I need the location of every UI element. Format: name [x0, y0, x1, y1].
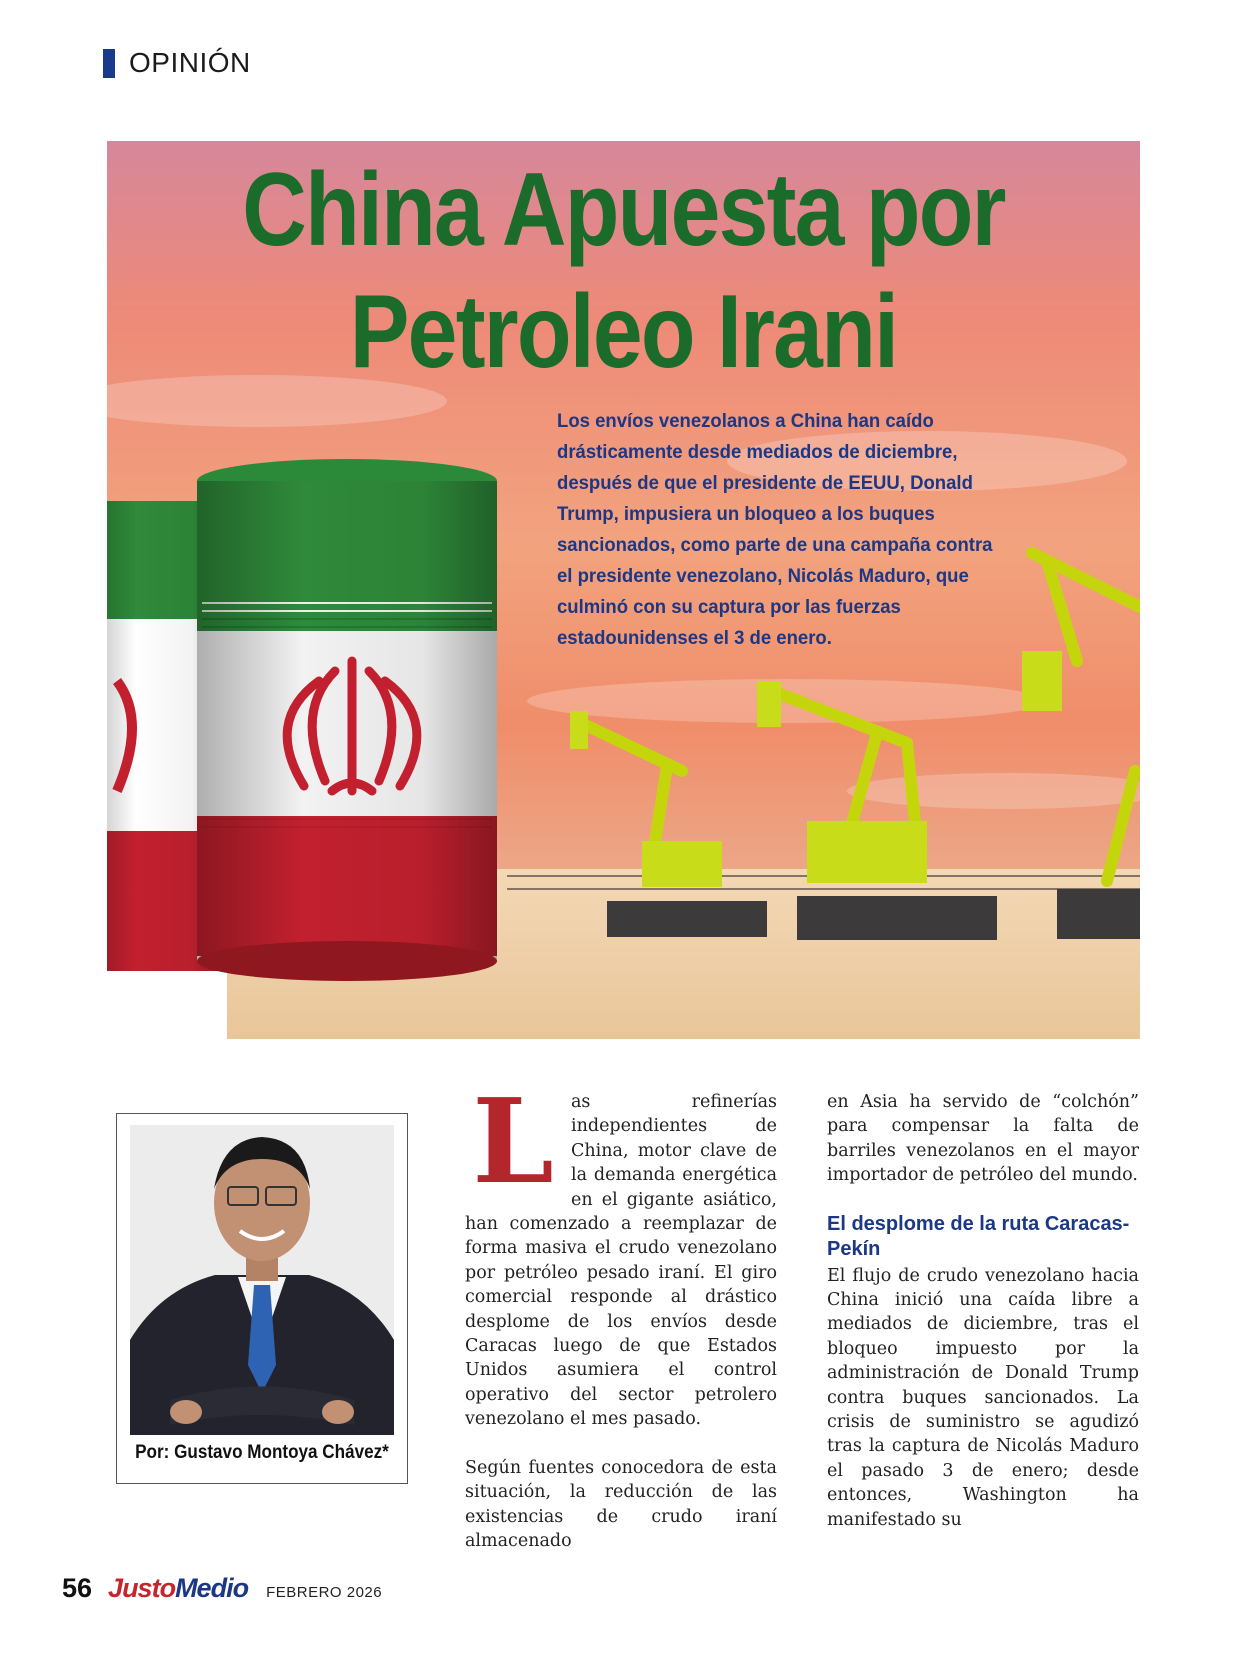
- headline: [179, 149, 1067, 393]
- author-photo: [130, 1125, 394, 1435]
- section-tag: [103, 48, 251, 78]
- article-column-2: [827, 1090, 1139, 1532]
- paragraph-3: en Asia ha servido de “colchón” para compensar la falta de barriles venezolanos en el mayor importador de petróleo del mundo.: [827, 1092, 1139, 1186]
- drop-cap: L: [472, 1074, 554, 1210]
- paragraph-1: [465, 1074, 777, 1432]
- headline-line-2: Petroleo Irani: [349, 274, 898, 390]
- paragraph-1-text: as refinerías independientes de China, motor clave de la demanda energética en el gigante asiático, han comenzado a reemplazar de forma masiva el crudo venezolano por petróleo pesado iraní. El giro comercial responde al drástico desplome de los envíos desde Caracas luego de que Estados Unidos asumiera el control operativo del sector petrolero venezolano el mes pasado.: [465, 1092, 777, 1430]
- brand-logo-part-2: Medio: [175, 1573, 249, 1603]
- section-marker-bar: [103, 49, 115, 78]
- article-subhead: El desplome de la ruta Caracas-Pekín: [827, 1212, 1130, 1260]
- brand-logo: [108, 1573, 248, 1604]
- paragraph-4: El flujo de crudo venezolano hacia China inició una caída libre a mediados de diciembre, tras el bloqueo impuesto por la administración de Donald Trump contra buques sancionados. La crisis de suministro se agudizó tras la captura de Nicolás Maduro el pasado 3 de enero; desde entonces, Washington ha manifestado su: [827, 1265, 1139, 1530]
- article-deck: Los envíos venezolanos a China han caído drásticamente desde mediados de diciembre, después de que el presidente de EEUU, Donald Trump, impusiera un bloqueo a los buques sancionados, como parte de una campaña contra el presidente venezolano, Nicolás Maduro, que culminó con su captura por las fuerzas estadounidenses el 3 de enero.: [557, 410, 993, 649]
- page-number: 56: [62, 1573, 93, 1603]
- page-footer: [62, 1573, 382, 1609]
- author-box: [116, 1113, 408, 1484]
- section-label: OPINIÓN: [129, 47, 251, 78]
- headline-line-1: China Apuesta por: [242, 152, 1005, 268]
- paragraph-2: Según fuentes conocedora de esta situación, la reducción de las existencias de crudo iraní almacenado: [465, 1457, 777, 1551]
- front-drum: [197, 459, 497, 981]
- issue-date: FEBRERO 2026: [266, 1584, 383, 1601]
- hero-illustration: [107, 141, 1140, 1039]
- author-byline: Por: Gustavo Montoya Chávez*: [135, 1442, 389, 1463]
- article-column-1: [465, 1074, 777, 1553]
- brand-logo-part-1: Justo: [108, 1573, 176, 1603]
